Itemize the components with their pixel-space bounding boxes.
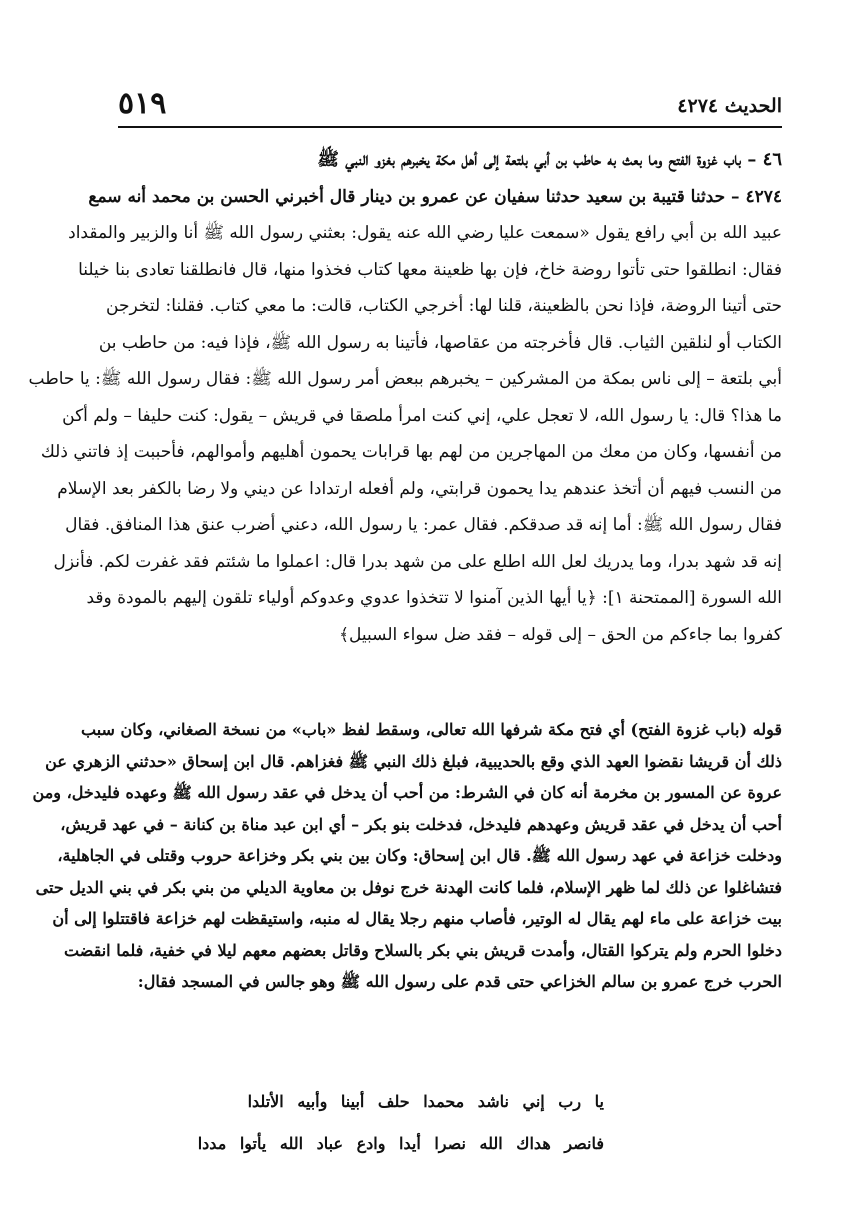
commentary-line: الحرب خرج عمرو بن سالم الخزاعي حتى قدم على رسول الله ﷺ وهو جالس في المسجد فقال: xyxy=(137,972,782,991)
hadith-line: من أنفسها، وكان من معك من المهاجرين من لهم بها قرابات يحمون أهليهم وأموالهم، فأحببت إذ فاتني ذلك xyxy=(40,442,782,462)
running-title: الحديث ٤٢٧٤ xyxy=(677,95,782,117)
hadith-line: ما هذا؟ قال: يا رسول الله، لا تعجل علي، إني كنت امرأ ملصقا في قريش – يقول: كنت حليفا – ولم أكن xyxy=(62,405,782,426)
hadith-line: عبيد الله بن أبي رافع يقول «سمعت عليا رضي الله عنه يقول: بعثني رسول الله ﷺ أنا والزبير والمقداد xyxy=(68,223,782,243)
hadith-line: الله السورة [الممتحنة ١]: ﴿يا أيها الذين آمنوا لا تتخذوا عدوي وعدوكم أولياء تلقون إليهم بالمودة وقد xyxy=(86,588,782,608)
hadith-line: ٤٢٧٤ – حدثنا قتيبة بن سعيد حدثنا سفيان عن عمرو بن دينار قال أخبرني الحسن بن محمد أنه سمع xyxy=(88,186,782,207)
hadith-line: فقال رسول الله ﷺ: أما إنه قد صدقكم. فقال عمر: يا رسول الله، دعني أضرب عنق هذا المنافق. فقال xyxy=(65,515,782,535)
hadith-line: إنه قد شهد بدرا، وما يدريك لعل الله اطلع على من شهد بدرا قال: اعملوا ما شئتم فقد غفرت لكم. فأنزل xyxy=(53,551,782,572)
hadith-text xyxy=(28,142,782,653)
commentary-line: قوله (باب غزوة الفتح) أي فتح مكة شرفها الله تعالى، وسقط لفظ «باب» من نسخة الصغاني، وكان سبب xyxy=(81,720,782,739)
page-header xyxy=(118,86,782,128)
commentary-line: أحب أن يدخل في عقد قريش وعهدهم فليدخل، فدخلت بنو بكر – أي ابن عبد مناة بن كنانة – في عهد قريش، xyxy=(60,814,782,834)
commentary-line: بيت خزاعة على ماء لهم يقال له الوتير، فأصاب منهم رجلا يقال له منبه، واستيقظت لهم خزاعة فاقتتلوا إلى أن xyxy=(52,909,782,928)
commentary-line: دخلوا الحرم ولم يتركوا القتال، وأمدت قريش بني بكر بالسلاح وقاتل بعضهم معهم ليلا في خفية، فلما انقضت xyxy=(64,940,782,960)
poem-verse: فانصر هداك الله نصرا أيدا وادع عباد الله يأتوا مددا xyxy=(197,1134,604,1153)
commentary-line: ذلك أن قريشا نقضوا العهد الذي وقع بالحديبية، فبلغ ذلك النبي ﷺ فغزاهم. قال ابن إسحاق «حدثني الزهري عن xyxy=(45,751,782,771)
hadith-line: حتى أتينا الروضة، فإذا نحن بالظعينة، قلنا لها: أخرجي الكتاب، قالت: ما معي كتاب. فقلنا: لتخرجن xyxy=(106,296,782,316)
commentary-line: ودخلت خزاعة في عهد رسول الله ﷺ. قال ابن إسحاق: وكان بين بني بكر وخزاعة حروب وقتلى في الجاهلية، xyxy=(57,846,782,865)
hadith-line: أبي بلتعة – إلى ناس بمكة من المشركين – يخبرهم ببعض أمر رسول الله ﷺ: فقال رسول الله ﷺ: يا حاطب xyxy=(28,369,782,389)
page-number: ٥١٩ xyxy=(118,86,167,121)
hadith-line: كفروا بما جاءكم من الحق – إلى قوله – فقد ضل سواء السبيل﴾ xyxy=(339,624,782,645)
hadith-line: الكتاب أو لنلقين الثياب. قال فأخرجته من عقاصها، فأتينا به رسول الله ﷺ، فإذا فيه: من حاطب بن xyxy=(98,332,782,353)
commentary-text xyxy=(32,714,782,998)
poem-verse: يا رب إني ناشد محمدا حلف أبينا وأبيه الأتلدا xyxy=(247,1092,604,1111)
chapter-heading: ٤٦ – باب غزوة الفتح وما بعث به حاطب بن أبي بلتعة إلى أهل مكة يخبرهم بغزو النبي ﷺ xyxy=(317,149,782,170)
commentary-line: فتشاغلوا عن ذلك لما ظهر الإسلام، فلما كانت الهدنة خرج نوفل بن معاوية الديلي من بني بكر في بني الديل حتى xyxy=(35,877,782,897)
hadith-line: من النسب فيهم أن أتخذ عندهم يدا يحمون قرابتي، ولم أفعله ارتدادا عن ديني ولا رضا بالكفر بعد الإسلام xyxy=(57,478,782,499)
commentary-line: عروة عن المسور بن مخرمة أنه كان في الشرط: من أحب أن يدخل في عقد رسول الله ﷺ وعهده فليدخل، ومن xyxy=(32,783,782,802)
hadith-line: فقال: انطلقوا حتى تأتوا روضة خاخ، فإن بها ظعينة معها كتاب فخذوا منها، قال فانطلقنا تعادى بنا خيلنا xyxy=(78,259,782,280)
